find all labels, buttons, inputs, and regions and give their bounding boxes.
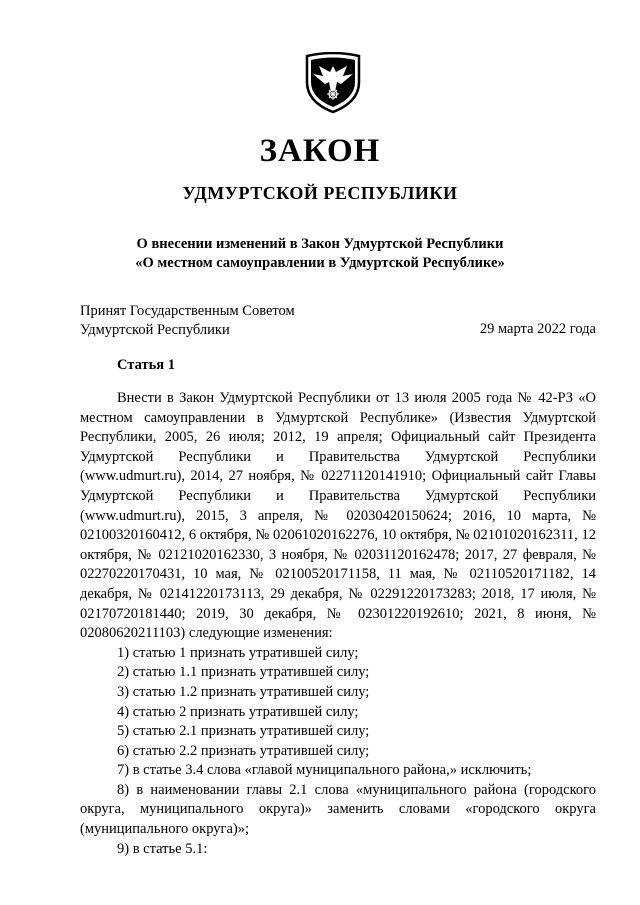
list-item: 7) в статье 3.4 слова «главой муниципального района,» исключить;: [117, 762, 532, 779]
article-body: [80, 389, 596, 859]
amendment-list: [80, 644, 596, 860]
list-item: 4) статью 2 признать утратившей силу;: [117, 703, 359, 720]
adoption-line-1: Принят Государственным Советом: [80, 303, 295, 319]
adoption-block: [80, 302, 295, 340]
list-item: 5) статью 2.1 признать утратившей силу;: [117, 723, 370, 740]
law-subtitle: УДМУРТСКОЙ РЕСПУБЛИКИ: [182, 183, 458, 203]
law-name-line-1: О внесении изменений в Закон Удмуртской Республики: [136, 236, 504, 252]
list-item: 1) статью 1 признать утратившей силу;: [117, 644, 359, 661]
article-intro: Внести в Закон Удмуртской Республики от 13 июля 2005 года № 42-РЗ «О местном самоуправлении в Удмуртской Республике» (Известия Удмуртской Республики, 2005, 26 июля; 2012, 19 апреля; Официальный сайт Президента Удмуртской Республики и Правительства Удмуртской Республики (www.udmurt.ru), 2014, 27 ноября, № 02271120141910; Официальный сайт Главы Удмуртской Республики и Правительства Удмуртской Республики (www.udmurt.ru), 2015, 3 апреля, № 02030420150624; 2016, 10 марта, № 02100320160412, 6 октября, № 02061020162276, 10 октября, № 02101020162311, 12 октября, № 02121020162330, 3 ноября, № 02031120162478; 2017, 27 февраля, № 02270220170431, 10 мая, № 02100520171158, 11 мая, № 02110520171182, 14 декабря, № 02141220173113, 29 декабря, № 02291220173283; 2018, 17 июля, № 02170720181440; 2019, 30 декабря, № 02301220192610; 2021, 8 июня, № 02080620211103) следующие изменения:: [80, 390, 596, 642]
list-item: 2) статью 1.1 признать утратившей силу;: [117, 664, 370, 681]
list-item: 9) в статье 5.1:: [117, 840, 208, 857]
adoption-date: 29 марта 2022 года: [479, 321, 596, 337]
adoption-line-2: Удмуртской Республики: [80, 322, 230, 338]
list-item: 6) статью 2.2 признать утратившей силу;: [117, 742, 370, 759]
article-heading: Статья 1: [117, 357, 175, 373]
coat-of-arms-icon: [301, 52, 365, 114]
law-title: ЗАКОН: [259, 133, 381, 169]
list-item: 8) в наименовании главы 2.1 слова «муниципального района (городского округа, муниципального округа)» заменить словами «городского округа (муниципального округа)»;: [80, 781, 596, 838]
list-item: 3) статью 1.2 признать утратившей силу;: [117, 683, 370, 700]
law-name-line-2: «О местном самоуправлении в Удмуртской Республике»: [135, 255, 505, 271]
